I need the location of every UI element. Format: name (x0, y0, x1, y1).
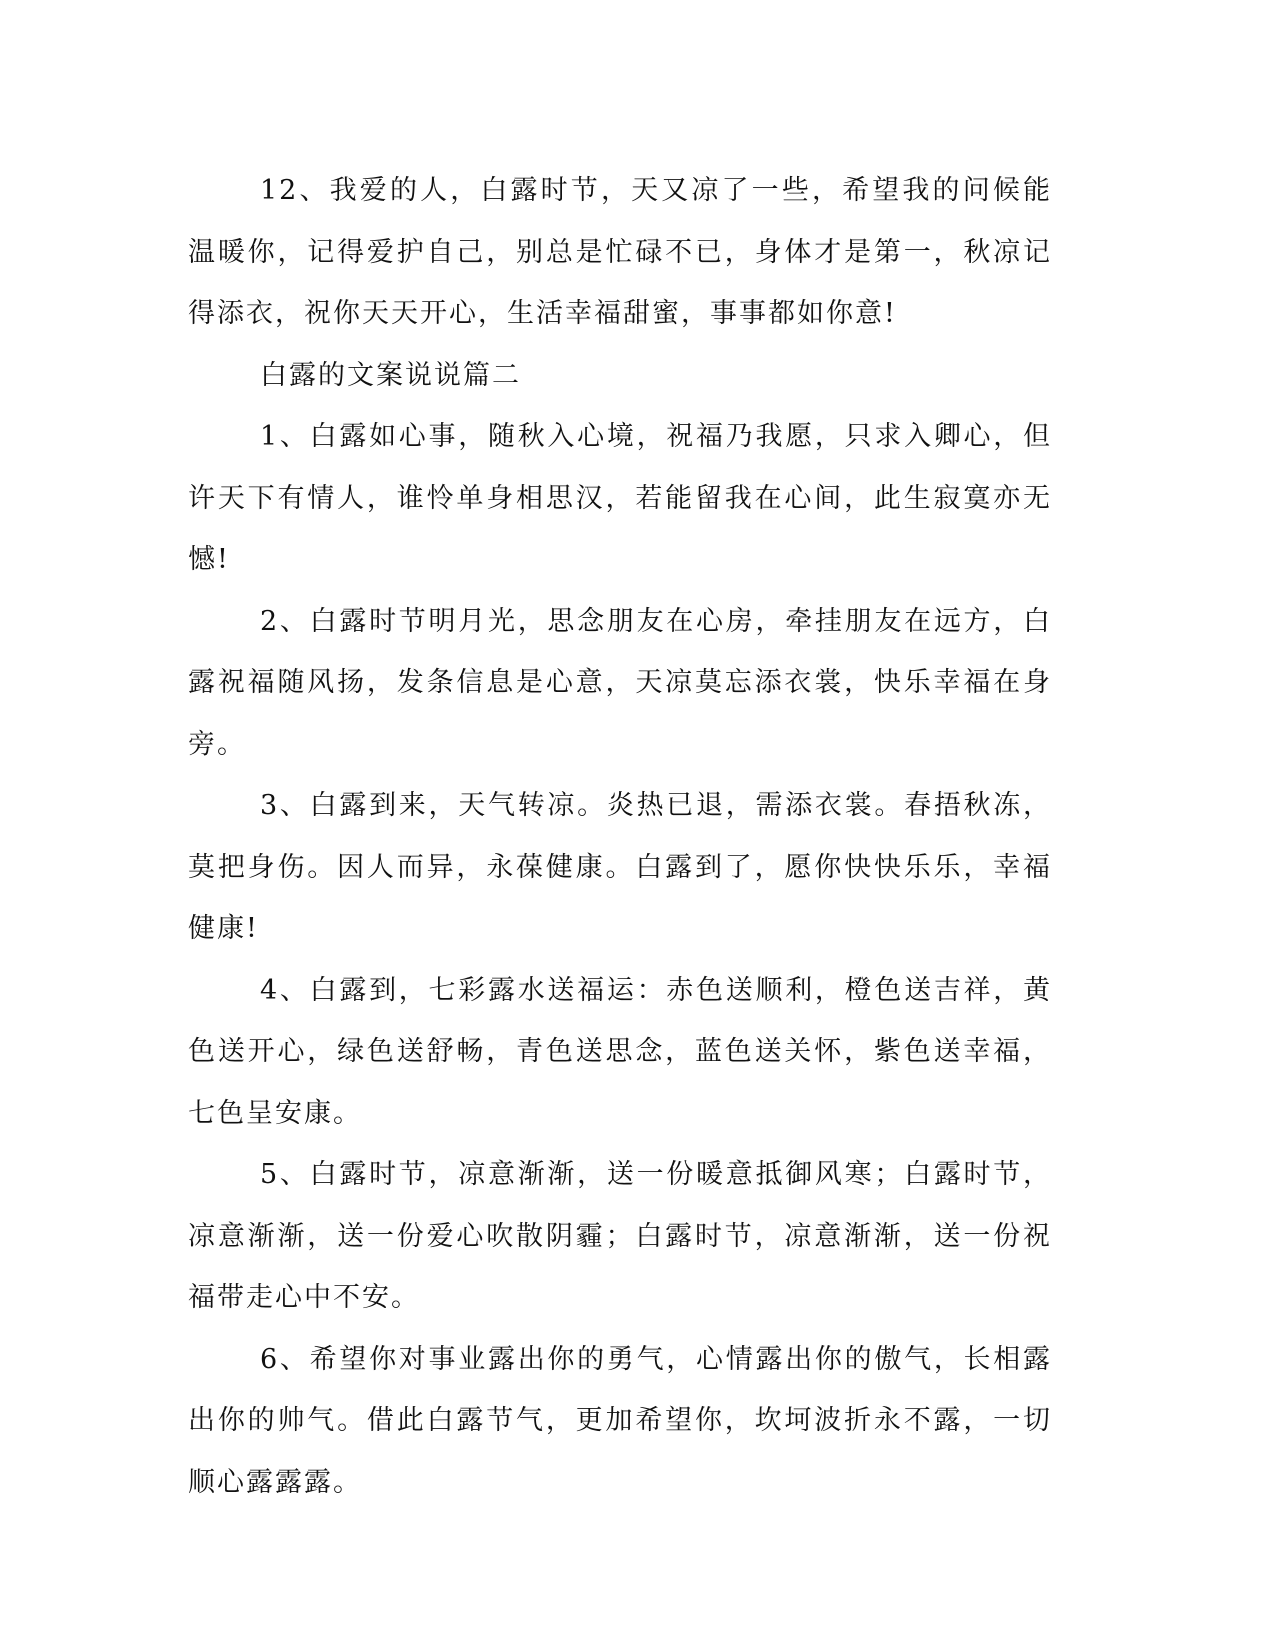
paragraph-item-5: 5、白露时节，凉意渐渐，送一份暖意抵御风寒；白露时节，凉意渐渐，送一份爱心吹散阴霾；白露时节，凉意渐渐，送一份祝福带走心中不安。 (188, 1159, 1052, 1313)
paragraph-item-6: 6、希望你对事业露出你的勇气，心情露出你的傲气，长相露出你的帅气。借此白露节气，更加希望你，坎坷波折永不露，一切顺心露露露。 (188, 1343, 1052, 1498)
paragraph-item-2: 2、白露时节明月光，思念朋友在心房，牵挂朋友在远方，白露祝福随风扬，发条信息是心意，天凉莫忘添衣裳，快乐幸福在身旁。 (188, 605, 1052, 760)
paragraph-item-4: 4、白露到，七彩露水送福运：赤色送顺利，橙色送吉祥，黄色送开心，绿色送舒畅，青色送思念，蓝色送关怀，紫色送幸福，七色呈安康。 (188, 974, 1052, 1129)
paragraph-greeting-12: 12、我爱的人，白露时节，天又凉了一些，希望我的问候能温暖你，记得爱护自己，别总是忙碌不已，身体才是第一，秋凉记得添衣，祝你天天开心，生活幸福甜蜜，事事都如你意! (188, 175, 1052, 329)
paragraph-item-1: 1、白露如心事，随秋入心境，祝福乃我愿，只求入卿心，但许天下有情人，谁怜单身相思汉，若能留我在心间，此生寂寞亦无憾! (188, 421, 1052, 575)
paragraph-item-3: 3、白露到来，天气转凉。炎热已退，需添衣裳。春捂秋冻，莫把身伤。因人而异，永葆健康。白露到了，愿你快快乐乐，幸福健康! (188, 790, 1052, 944)
section-heading: 白露的文案说说篇二 (260, 359, 521, 391)
document-body (188, 160, 1052, 1513)
